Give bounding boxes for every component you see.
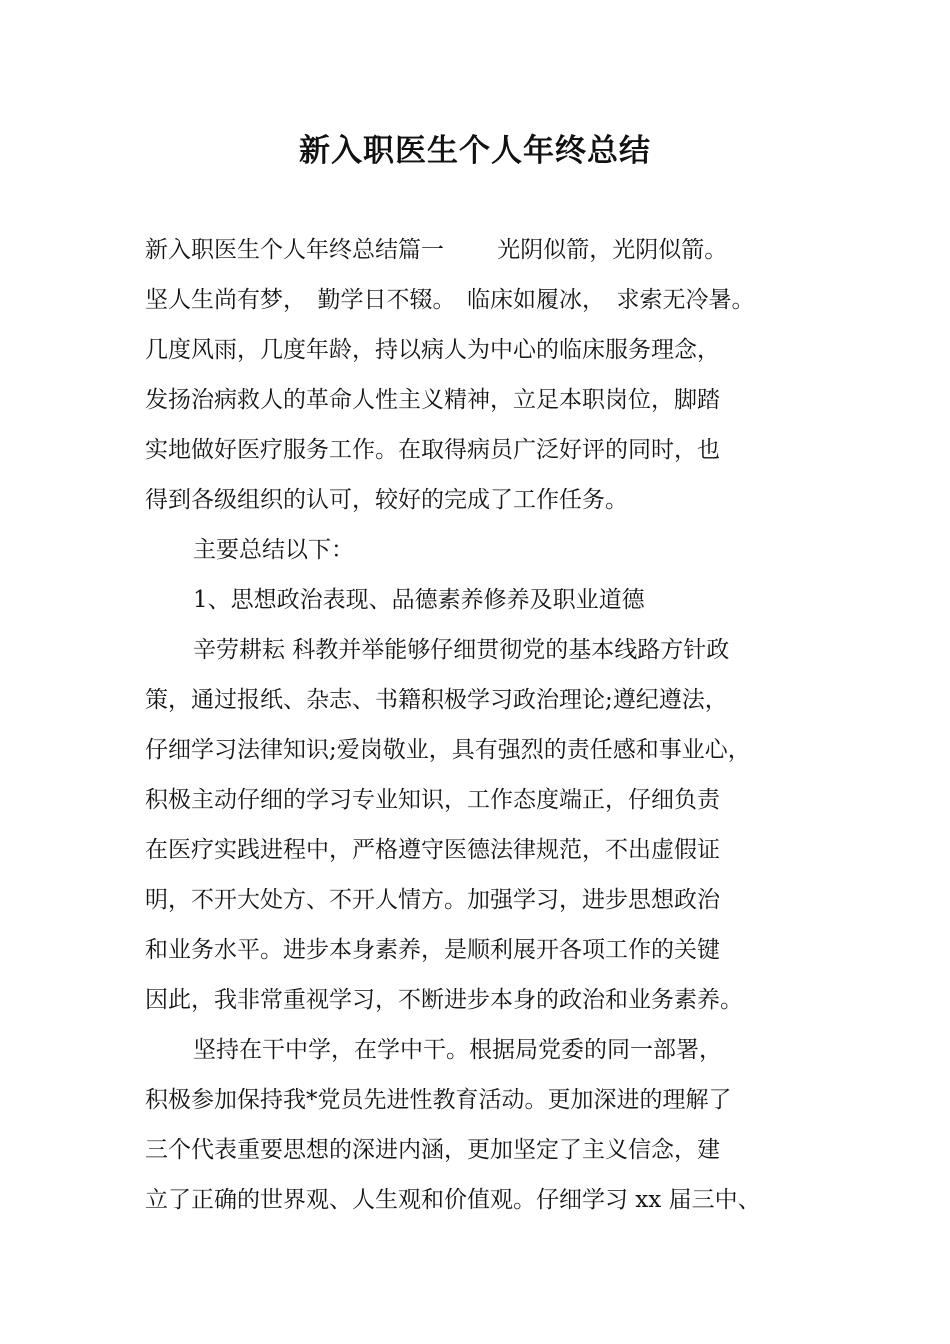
- paragraph-line: 实地做好医疗服务工作。在取得病员广泛好评的同时，也: [145, 437, 720, 463]
- paragraph-line: 和业务水平。进步本身素养，是顺利展开各项工作的关键: [145, 937, 720, 963]
- paragraph-line: 明，不开大处方、不开人情方。加强学习，进步思想政治: [145, 887, 720, 913]
- paragraph-line: 三个代表重要思想的深进内涵，更加坚定了主义信念，建: [145, 1137, 720, 1163]
- paragraph-line: 仔细学习法律知识;爱岗敬业，具有强烈的责任感和事业心，: [145, 737, 751, 763]
- paragraph-line: 立了正确的世界观、人生观和价值观。仔细学习 xx 届三中、: [145, 1187, 761, 1213]
- paragraph-line: 坚持在干中学，在学中干。根据局党委的同一部署，: [193, 1037, 722, 1063]
- paragraph-line: 积极主动仔细的学习专业知识，工作态度端正，仔细负责: [145, 787, 720, 813]
- paragraph-line: 新入职医生个人年终总结篇一 光阴似箭，光阴似箭。: [145, 237, 728, 263]
- paragraph-line: 策，通过报纸、杂志、书籍积极学习政治理论;遵纪遵法，: [145, 687, 728, 713]
- document-title: 新入职医生个人年终总结: [299, 133, 651, 169]
- document-body: [145, 225, 835, 1225]
- paragraph-line: 发扬治病救人的革命人性主义精神，立足本职岗位，脚踏: [145, 387, 720, 413]
- paragraph-line: 辛劳耕耘 科教并举能够仔细贯彻党的基本线路方针政: [193, 637, 730, 663]
- paragraph-line: 因此，我非常重视学习，不断进步本身的政治和业务素养。: [145, 987, 743, 1013]
- paragraph-line: 几度风雨，几度年龄，持以病人为中心的临床服务理念，: [145, 337, 720, 363]
- paragraph-line: 得到各级组织的认可，较好的完成了工作任务。: [145, 487, 628, 513]
- section-heading: 1、思想政治表现、品德素养修养及职业道德: [193, 587, 645, 613]
- paragraph-line: 坚人生尚有梦， 勤学日不辍。 临床如履冰， 求索无冷暑。: [145, 287, 755, 313]
- paragraph-line: 主要总结以下：: [193, 537, 354, 563]
- paragraph-line: 在医疗实践进程中，严格遵守医德法律规范，不出虚假证: [145, 837, 720, 863]
- paragraph-line: 积极参加保持我*党员先进性教育活动。更加深进的理解了: [145, 1087, 732, 1113]
